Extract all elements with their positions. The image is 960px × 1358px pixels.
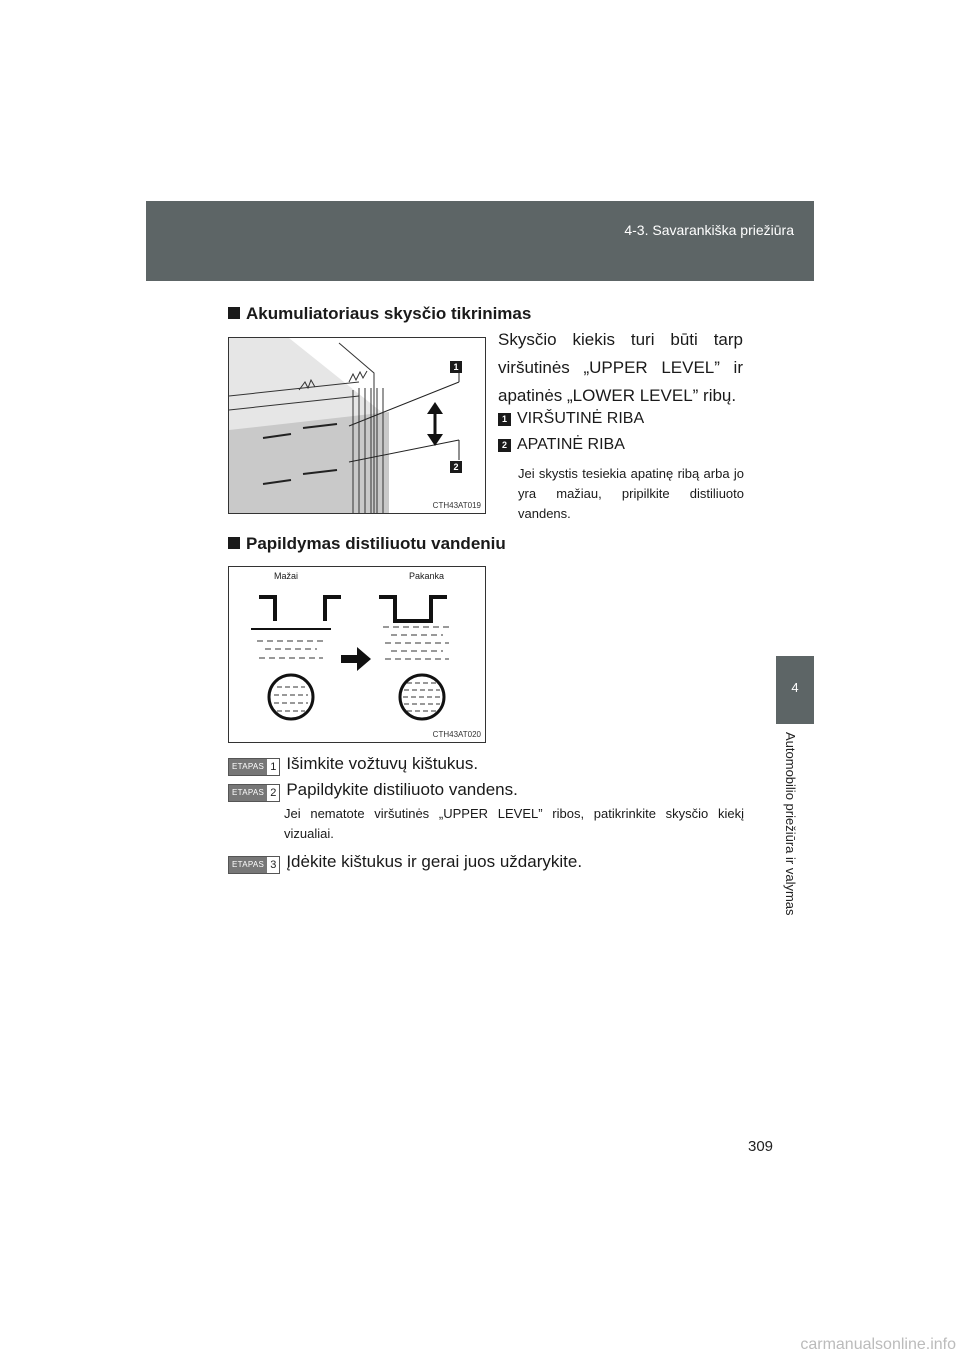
square-bullet-icon xyxy=(228,307,240,319)
section2-heading xyxy=(228,534,506,554)
step-2 xyxy=(228,780,518,802)
step-text: Išimkite vožtuvų kištukus. xyxy=(286,754,479,773)
label-enough: Pakanka xyxy=(409,571,445,581)
callout-2: 2 xyxy=(453,462,459,472)
legend-item-lower xyxy=(498,436,625,454)
legend-item-upper xyxy=(498,410,644,428)
step-badge: ETAPAS 2 xyxy=(228,784,280,802)
refill-illustration xyxy=(229,567,485,742)
step-text: Papildykite distiliuoto vandens. xyxy=(286,780,518,799)
section2-title: Papildymas distiliuotu vandeniu xyxy=(246,534,506,553)
step-3 xyxy=(228,852,582,874)
header-band xyxy=(146,201,814,281)
battery-level-figure xyxy=(228,337,486,514)
chapter-label: Automobilio priežiūra ir valymas xyxy=(783,732,798,916)
step2-note: Jei nematote viršutinės „UPPER LEVEL” ribos, patikrinkite skysčio kiekį vizualiai. xyxy=(284,806,744,841)
refill-figure xyxy=(228,566,486,743)
callout-1: 1 xyxy=(453,362,459,372)
legend-number: 2 xyxy=(498,439,511,452)
square-bullet-icon xyxy=(228,537,240,549)
section-title: 4-3. Savarankiška priežiūra xyxy=(624,222,794,238)
legend-label: VIRŠUTINĖ RIBA xyxy=(517,410,645,427)
step-badge: ETAPAS 3 xyxy=(228,856,280,874)
step-text: Įdėkite kištukus ir gerai juos uždarykite. xyxy=(286,852,583,871)
figure-code: CTH43AT019 xyxy=(432,501,481,510)
watermark: carmanualsonline.info xyxy=(800,1336,956,1353)
chapter-number: 4 xyxy=(791,680,799,695)
level-note: Jei skystis tesiekia apatinę ribą arba jo yra mažiau, pripilkite distiliuoto vandens. xyxy=(518,466,744,521)
section1-title: Akumuliatoriaus skysčio tikrinimas xyxy=(246,304,532,323)
legend-number: 1 xyxy=(498,413,511,426)
label-low: Mažai xyxy=(274,571,299,581)
page-number: 309 xyxy=(748,1138,774,1155)
step-badge: ETAPAS 1 xyxy=(228,758,280,776)
level-paragraph: Skysčio kiekis turi būti tarp viršutinės „UPPER LEVEL” ir apatinės „LOWER LEVEL” ribų. xyxy=(498,330,743,405)
figure-code: CTH43AT020 xyxy=(432,730,481,739)
section1-heading xyxy=(228,304,531,324)
legend-label: APATINĖ RIBA xyxy=(517,436,625,453)
step-1 xyxy=(228,754,478,776)
battery-level-illustration xyxy=(229,338,485,513)
